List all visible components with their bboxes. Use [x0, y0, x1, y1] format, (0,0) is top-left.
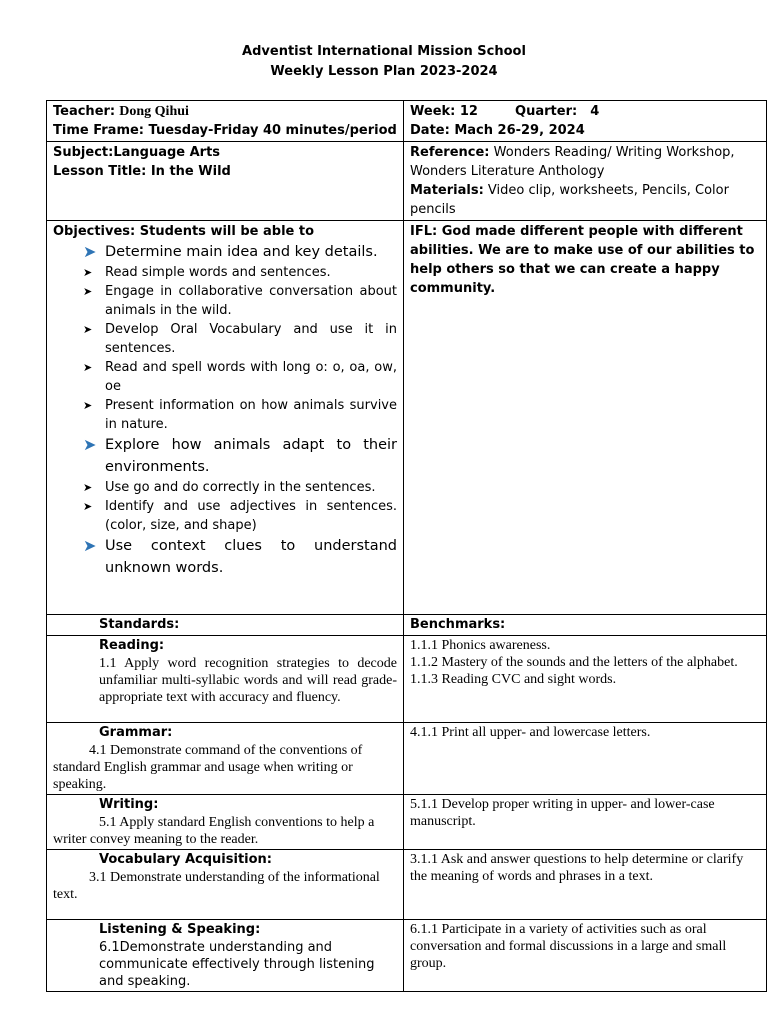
benchmark-item: 3.1.1 Ask and answer questions to help determine or clarify the meaning of words and phrases in a text.: [410, 852, 744, 884]
objective-item: ➤ Read simple words and sentences.: [83, 265, 331, 280]
reference-label: Reference:: [410, 145, 490, 160]
reference-value: Wonders Reading/ Writing Workshop, Wonders Literature Anthology: [410, 145, 735, 179]
grammar-benchmark-cell: [404, 723, 767, 795]
week-label: Week:: [410, 104, 456, 119]
arrowhead-bullet-icon: ➤: [83, 266, 93, 279]
objectives-heading: Objectives: Students will be able to: [53, 224, 315, 239]
listening-standard-cell: [47, 920, 404, 992]
arrowhead-bullet-icon: ➤: [83, 242, 97, 261]
listening-text: 6.1Demonstrate understanding and communicate effectively through listening and speaking.: [99, 940, 375, 989]
subject-label: Subject:: [53, 145, 114, 160]
teacher-label: Teacher:: [53, 104, 116, 119]
materials-line: [410, 181, 760, 219]
materials-label: Materials:: [410, 183, 484, 198]
grammar-row: [47, 723, 767, 795]
arrowhead-bullet-icon: ➤: [83, 435, 97, 454]
benchmark-item: 5.1.1 Develop proper writing in upper- and lower-case manuscript.: [410, 797, 715, 829]
vocabulary-row: [47, 850, 767, 920]
objectives-row: [47, 221, 767, 615]
standards-heading: Standards:: [47, 615, 404, 636]
writing-text: 5.1 Apply standard English conventions to help a writer convey meaning to the reader.: [53, 815, 375, 847]
vocabulary-benchmark-cell: [404, 850, 767, 920]
benchmark-item: 1.1.3 Reading CVC and sight words.: [410, 672, 617, 687]
arrowhead-bullet-icon: ➤: [83, 500, 93, 513]
vocabulary-text: 3.1 Demonstrate understanding of the informational text.: [53, 870, 380, 902]
materials-value: Video clip, worksheets, Pencils, Color pencils: [410, 183, 729, 217]
objective-item: ➤ Develop Oral Vocabulary and use it in sentences.: [83, 322, 397, 356]
benchmark-item: 4.1.1 Print all upper- and lowercase letters.: [410, 725, 651, 740]
listening-benchmark-cell: [404, 920, 767, 992]
benchmark-item: 1.1.2 Mastery of the sounds and the letters of the alphabet.: [410, 655, 738, 670]
reading-text: 1.1 Apply word recognition strategies to decode unfamiliar multi-syllabic words and will read grade-appropriate text with accuracy and fluency.: [99, 656, 397, 705]
teacher-value: Dong Qihui: [119, 104, 189, 119]
subject-value: Language Arts: [113, 145, 221, 160]
objective-item: ➤ Use context clues to understand unknown words.: [83, 536, 397, 576]
listening-row: [47, 920, 767, 992]
benchmarks-heading: Benchmarks:: [404, 615, 767, 636]
teacher-line: [53, 102, 397, 121]
subject-row: [47, 142, 767, 221]
week-line: [410, 102, 760, 121]
objective-item: ➤ Identify and use adjectives in sentences. (color, size, and shape): [83, 499, 397, 533]
date-line: [410, 121, 760, 140]
objective-item: ➤ Determine main idea and key details.: [83, 242, 378, 261]
grammar-title: Grammar:: [99, 725, 173, 740]
date-label: Date:: [410, 123, 450, 138]
date-value: Mach 26-29, 2024: [454, 123, 585, 138]
arrowhead-bullet-icon: ➤: [83, 323, 93, 336]
teacher-cell: [47, 101, 404, 142]
reading-benchmark-cell: [404, 636, 767, 723]
timeframe-line: [53, 121, 397, 140]
document-header: [0, 42, 768, 82]
week-cell: [404, 101, 767, 142]
teacher-row: [47, 101, 767, 142]
reading-row: [47, 636, 767, 723]
arrowhead-bullet-icon: ➤: [83, 536, 97, 555]
ifl-cell: [404, 221, 767, 615]
grammar-standard-cell: [47, 723, 404, 795]
arrowhead-bullet-icon: ➤: [83, 361, 93, 374]
quarter-label: Quarter:: [515, 104, 578, 119]
objective-item: ➤ Use go and do correctly in the sentences.: [83, 480, 376, 495]
standards-heading-row: [47, 615, 767, 636]
writing-benchmark-cell: [404, 795, 767, 850]
vocabulary-standard-cell: [47, 850, 404, 920]
week-value: 12: [459, 104, 478, 119]
writing-standard-cell: [47, 795, 404, 850]
reference-cell: [404, 142, 767, 221]
arrowhead-bullet-icon: ➤: [83, 285, 93, 298]
reading-title: Reading:: [99, 638, 165, 653]
reference-line: [410, 143, 760, 181]
lesson-plan-table: [46, 100, 767, 992]
ifl-text: IFL: God made different people with different abilities. We are to make use of our abilities to help others so that we can create a happy community.: [410, 224, 755, 296]
objective-item: ➤ Engage in collaborative conversation about animals in the wild.: [83, 284, 397, 318]
objective-item: ➤ Explore how animals adapt to their environments.: [83, 435, 397, 475]
timeframe-value: Tuesday-Friday 40 minutes/period: [148, 123, 397, 138]
writing-title: Writing:: [99, 797, 159, 812]
vocabulary-title: Vocabulary Acquisition:: [99, 852, 272, 867]
benchmark-item: 1.1.1 Phonics awareness.: [410, 638, 551, 653]
arrowhead-bullet-icon: ➤: [83, 399, 93, 412]
grammar-text: 4.1 Demonstrate command of the conventions of standard English grammar and usage when writing or speaking.: [53, 743, 363, 792]
objective-item: ➤ Read and spell words with long o: o, oa, ow, oe: [83, 360, 397, 394]
reading-standard-cell: [47, 636, 404, 723]
timeframe-label: Time Frame:: [53, 123, 145, 138]
quarter-value: 4: [590, 104, 600, 119]
objectives-list: [53, 241, 397, 579]
writing-row: [47, 795, 767, 850]
objective-item: ➤ Present information on how animals survive in nature.: [83, 398, 397, 432]
arrowhead-bullet-icon: ➤: [83, 481, 93, 494]
school-name: Adventist International Mission School: [242, 44, 526, 59]
benchmark-item: 6.1.1 Participate in a variety of activities such as oral conversation and formal discussions in a large and small group.: [410, 922, 727, 971]
lesson-title-value: In the Wild: [150, 164, 231, 179]
lesson-title-line: [53, 162, 397, 181]
subject-cell: [47, 142, 404, 221]
plan-title: Weekly Lesson Plan 2023-2024: [270, 64, 498, 79]
lesson-title-label: Lesson Title:: [53, 164, 147, 179]
objectives-cell: [47, 221, 404, 615]
listening-title: Listening & Speaking:: [99, 922, 261, 937]
subject-line: [53, 143, 397, 162]
